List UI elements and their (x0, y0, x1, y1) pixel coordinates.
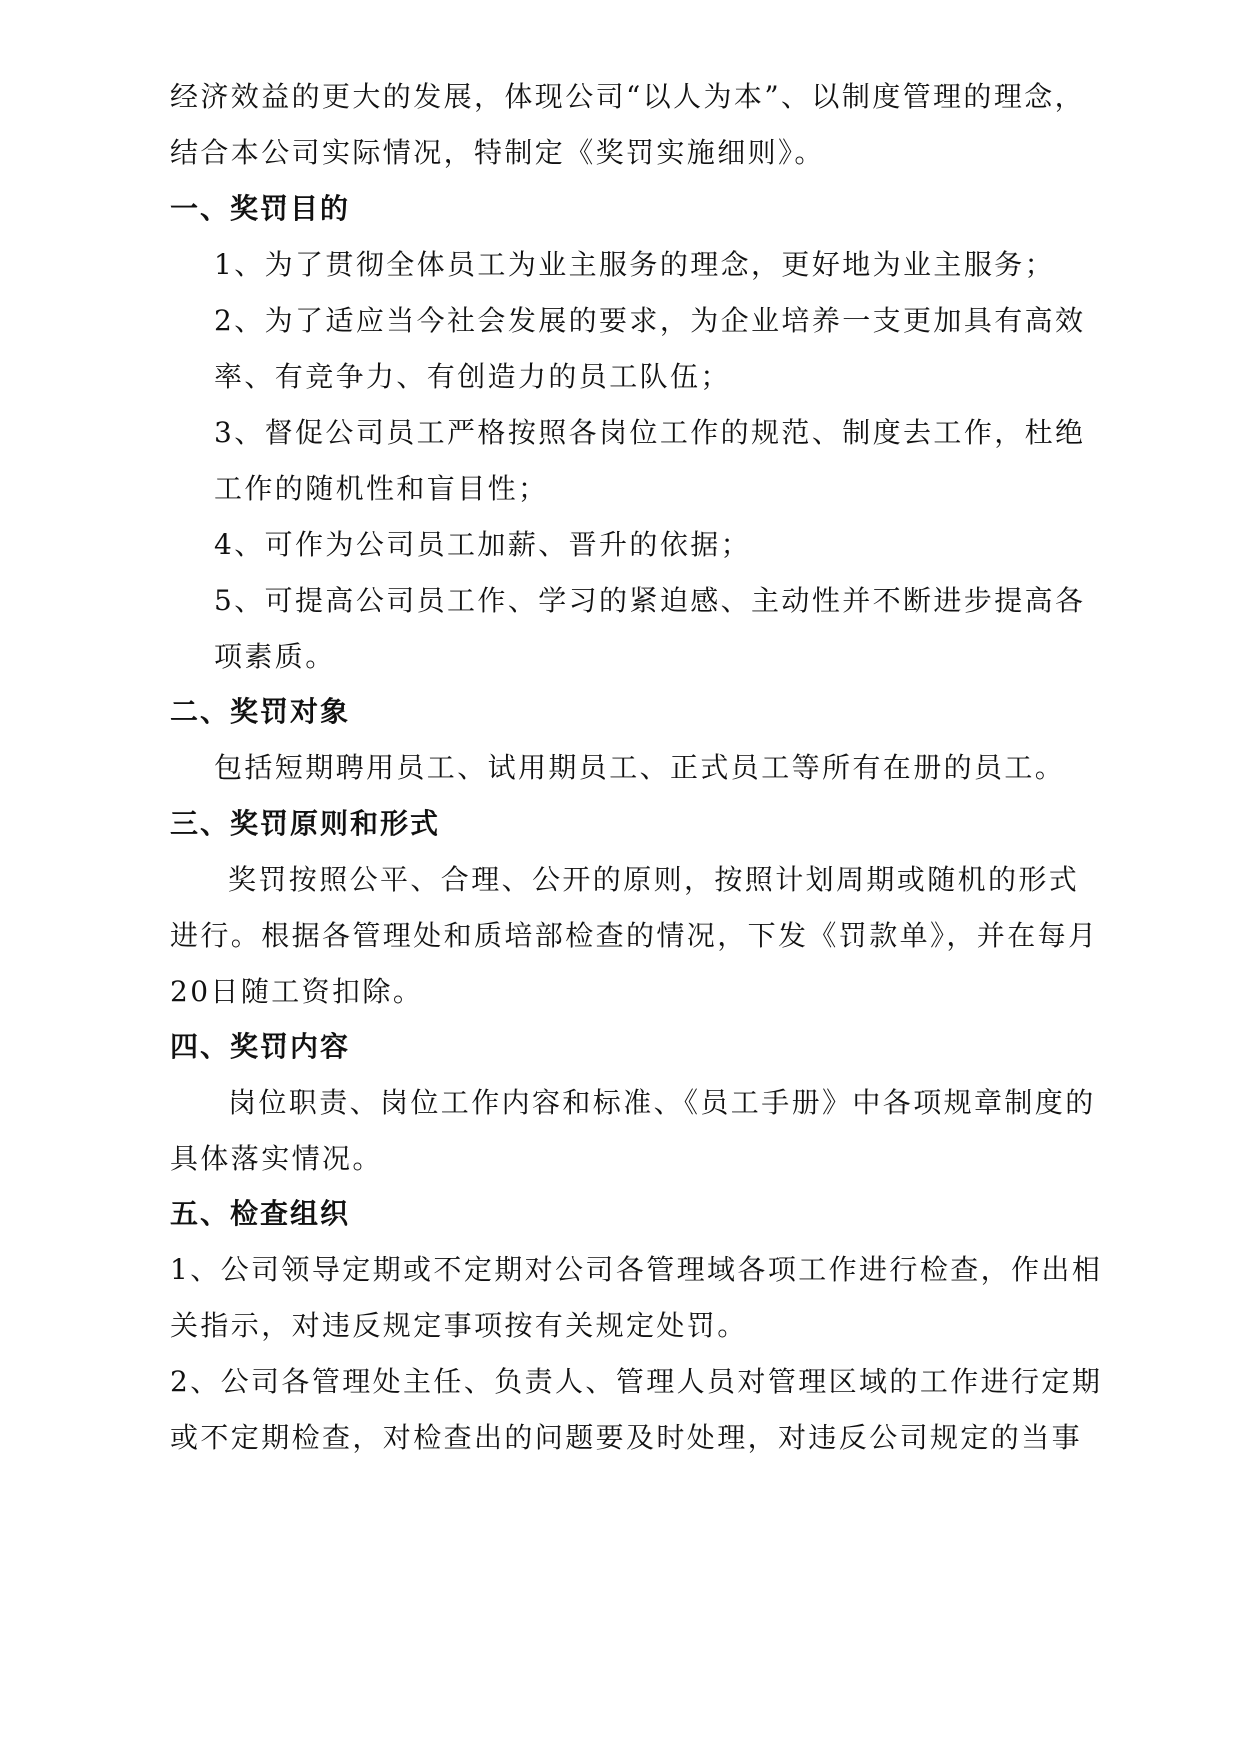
paragraph: 岗位职责、岗位工作内容和标准、《员工手册》中各项规章制度的 (228, 1086, 1096, 1119)
section-heading-content: 四、奖罚内容 (170, 1030, 351, 1063)
intro-line: 结合本公司实际情况，特制定《奖罚实施细则》。 (170, 136, 825, 169)
list-item: 3、督促公司员工严格按照各岗位工作的规范、制度去工作，杜绝 (214, 416, 1086, 449)
section-heading-principles: 三、奖罚原则和形式 (170, 807, 441, 840)
paragraph: 奖罚按照公平、合理、公开的原则，按照计划周期或随机的形式 (228, 863, 1080, 896)
list-item-continuation: 工作的随机性和盲目性； (214, 472, 549, 505)
list-item-continuation: 关指示，对违反规定事项按有关规定处罚。 (170, 1309, 748, 1342)
paragraph-line: 具体落实情况。 (170, 1142, 383, 1175)
list-item-continuation: 率、有竞争力、有创造力的员工队伍； (214, 360, 731, 393)
list-item: 2、为了适应当今社会发展的要求，为企业培养一支更加具有高效 (214, 304, 1086, 337)
section-heading-purpose: 一、奖罚目的 (170, 192, 351, 225)
list-item-continuation: 或不定期检查，对检查出的问题要及时处理，对违反公司规定的当事 (170, 1421, 1083, 1454)
list-item: 5、可提高公司员工作、学习的紧迫感、主动性并不断进步提高各 (214, 584, 1086, 617)
paragraph: 包括短期聘用员工、试用期员工、正式员工等所有在册的员工。 (214, 751, 1066, 784)
paragraph-line: 20日随工资扣除。 (170, 975, 424, 1008)
section-heading-inspection: 五、检查组织 (170, 1197, 351, 1230)
list-item: 1、公司领导定期或不定期对公司各管理域各项工作进行检查，作出相 (170, 1253, 1103, 1286)
list-item-continuation: 项素质。 (214, 640, 336, 673)
section-heading-target: 二、奖罚对象 (170, 695, 351, 728)
intro-line: 经济效益的更大的发展，体现公司“以人为本”、以制度管理的理念， (170, 80, 1086, 113)
list-item: 4、可作为公司员工加薪、晋升的依据； (214, 528, 752, 561)
list-item: 2、公司各管理处主任、负责人、管理人员对管理区域的工作进行定期 (170, 1365, 1103, 1398)
paragraph-line: 进行。根据各管理处和质培部检查的情况，下发《罚款单》，并在每月 (170, 919, 1099, 952)
list-item: 1、为了贯彻全体员工为业主服务的理念，更好地为业主服务； (214, 248, 1056, 281)
